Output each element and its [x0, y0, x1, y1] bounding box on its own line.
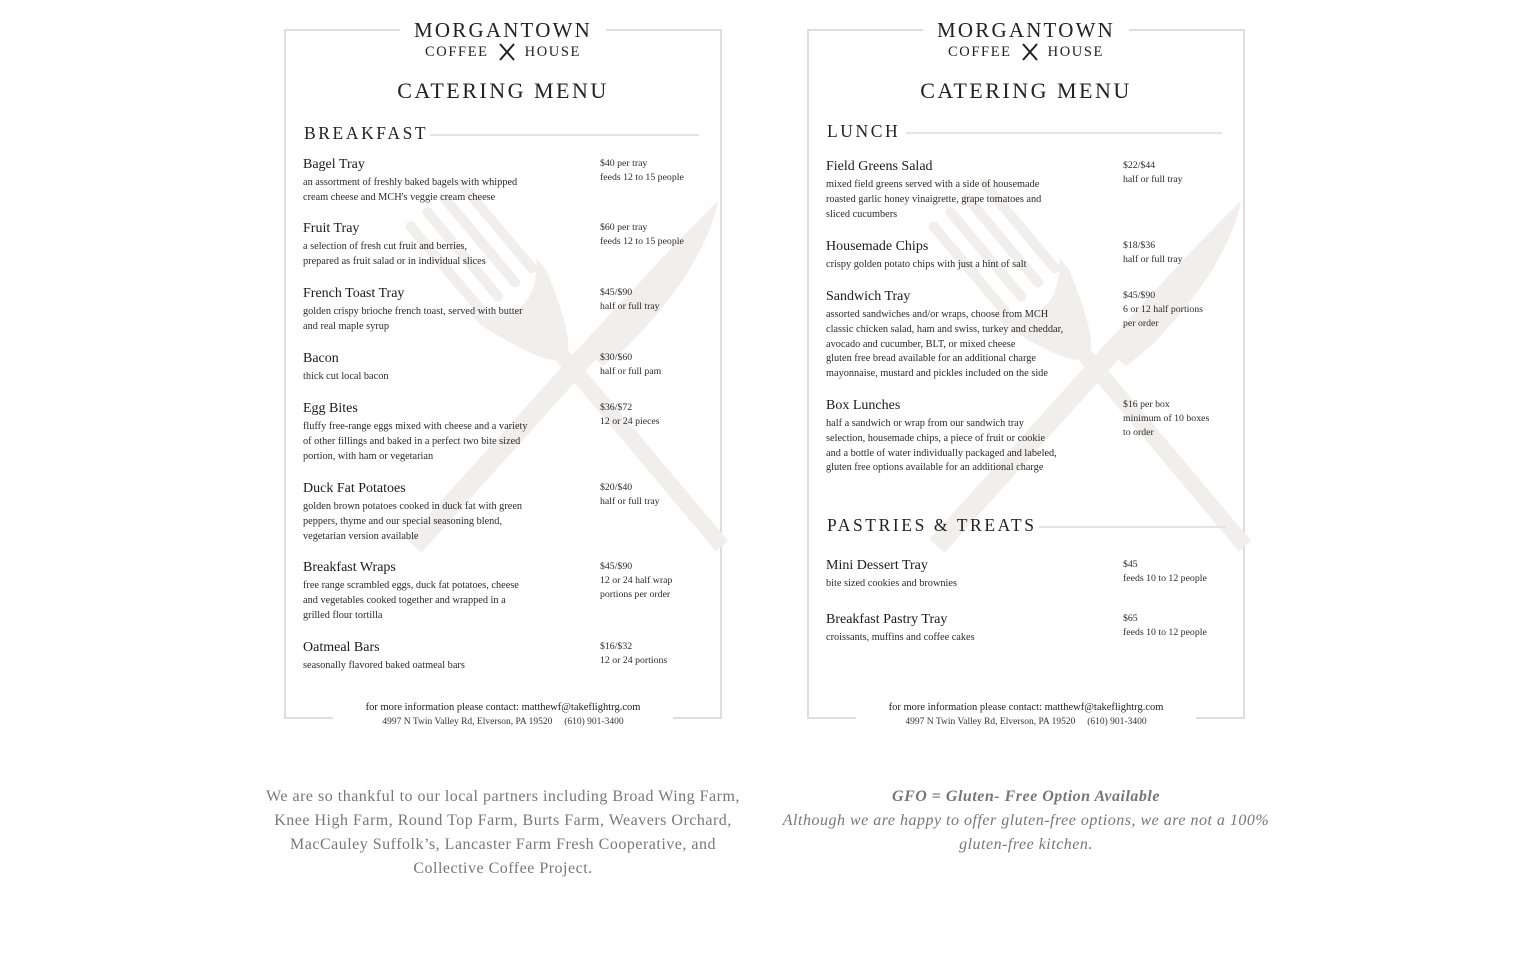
item-description: fluffy free-range eggs mixed with cheese and a variety of other fillings and baked in a perfect two bite sized portion, with ham or vegetarian [303, 421, 528, 462]
section-title-pastries: PASTRIES & TREATS [827, 515, 1037, 535]
menu-item [303, 400, 723, 464]
item-price: $22/$44 half or full tray [1123, 160, 1183, 185]
section-rule [906, 132, 1222, 134]
section-rule [1039, 526, 1226, 528]
menu-footer [333, 700, 673, 729]
brand-logo [400, 18, 606, 62]
brand-word-coffee: COFFEE [948, 44, 1012, 60]
item-price: $20/$40 half or full tray [600, 482, 660, 507]
gfo-heading: GFO = Gluten- Free Option Available [892, 788, 1160, 805]
brand-word-coffee: COFFEE [425, 44, 489, 60]
item-price: $18/$36 half or full tray [1123, 240, 1183, 265]
item-description: mixed field greens served with a side of housemade roasted garlic honey vinaigrette, grape tomatoes and sliced cucumbers [826, 179, 1042, 220]
menu-item [826, 158, 1246, 222]
item-price: $16/$32 12 or 24 portions [600, 641, 668, 666]
menu-item [826, 238, 1246, 273]
section-title-breakfast: BREAKFAST [304, 123, 429, 143]
brand-subtitle [400, 42, 606, 62]
item-price: $45/$90 half or full tray [600, 287, 660, 312]
brand-name: MORGANTOWN [937, 18, 1115, 42]
menu-item [826, 397, 1246, 476]
item-price: $16 per box minimum of 10 boxes to order [1123, 399, 1210, 438]
item-name: Fruit Tray [303, 221, 360, 236]
breakfast-menu-page [258, 0, 748, 745]
menu-item [826, 288, 1246, 382]
item-price: $45/$90 6 or 12 half portions per order [1123, 290, 1203, 329]
item-name: Bagel Tray [303, 157, 365, 172]
menu-item [303, 220, 723, 270]
menu-title: CATERING MENU [397, 78, 609, 103]
section-title-lunch: LUNCH [827, 121, 901, 141]
menu-item [303, 480, 723, 544]
brand-subtitle [923, 42, 1129, 62]
item-name: Breakfast Wraps [303, 560, 396, 575]
menu-title: CATERING MENU [920, 78, 1132, 103]
item-description: croissants, muffins and coffee cakes [826, 632, 975, 643]
lunch-menu-page [781, 0, 1271, 745]
item-price: $45/$90 12 or 24 half wrap portions per order [600, 561, 673, 600]
brand-word-house: HOUSE [1047, 44, 1104, 60]
item-name: Egg Bites [303, 401, 358, 416]
item-name: French Toast Tray [303, 286, 405, 301]
crossed-utensils-icon [497, 42, 517, 62]
brand-name: MORGANTOWN [414, 18, 592, 42]
footer-address: 4997 N Twin Valley Rd, Elverson, PA 19520 (610) 901-3400 [382, 717, 624, 727]
menu-item [303, 639, 723, 674]
item-price: $45 feeds 10 to 12 people [1123, 559, 1207, 584]
item-description: crispy golden potato chips with just a hint of salt [826, 259, 1027, 270]
item-price: $30/$60 half or full pam [600, 352, 662, 377]
menu-item [303, 285, 723, 335]
item-description: bite sized cookies and brownies [826, 578, 957, 589]
crossed-utensils-icon [1020, 42, 1040, 62]
item-description: thick cut local bacon [303, 371, 389, 382]
item-name: Bacon [303, 351, 339, 366]
item-name: Field Greens Salad [826, 159, 933, 174]
item-description: a selection of fresh cut fruit and berries, prepared as fruit salad or in individual slices [303, 241, 486, 267]
item-name: Oatmeal Bars [303, 640, 380, 655]
item-description: free range scrambled eggs, duck fat potatoes, cheese and vegetables cooked together and wrapped in a grilled flour tortilla [303, 580, 519, 621]
item-price: $40 per tray feeds 12 to 15 people [600, 158, 684, 183]
item-price: $60 per tray feeds 12 to 15 people [600, 222, 684, 247]
footer-contact: for more information please contact: matthewf@takeflightrg.com [365, 702, 641, 713]
item-description: an assortment of freshly baked bagels with whipped cream cheese and MCH's veggie cream cheese [303, 177, 518, 203]
item-description: assorted sandwiches and/or wraps, choose from MCH classic chicken salad, ham and swiss, turkey and cheddar, avocado and cucumber, BLT, or mixed cheese gluten free bread available for an additional charge mayonnaise, mustard and pickles included on the side [826, 309, 1064, 380]
footer-address: 4997 N Twin Valley Rd, Elverson, PA 19520 (610) 901-3400 [905, 717, 1147, 727]
footer-contact: for more information please contact: matthewf@takeflightrg.com [888, 702, 1164, 713]
item-price: $36/$72 12 or 24 pieces [600, 402, 660, 427]
brand-logo [923, 18, 1129, 62]
menu-item [826, 557, 1246, 592]
item-description: golden brown potatoes cooked in duck fat with green peppers, thyme and our special seasoning blend, vegetarian version available [303, 501, 523, 542]
item-name: Mini Dessert Tray [826, 558, 928, 573]
item-name: Duck Fat Potatoes [303, 481, 406, 496]
brand-word-house: HOUSE [524, 44, 581, 60]
item-name: Box Lunches [826, 398, 901, 413]
item-description: golden crispy brioche french toast, served with butter and real maple syrup [303, 306, 523, 332]
menu-item [826, 611, 1246, 646]
menu-item [303, 559, 723, 623]
local-partners-caption: We are so thankful to our local partners including Broad Wing Farm, Knee High Farm, Round Top Farm, Burts Farm, Weavers Orchard, MacCauley Suffolk’s, Lancaster Farm Fresh Cooperative, and Collective Coffee Project. [266, 788, 740, 877]
item-price: $65 feeds 10 to 12 people [1123, 613, 1207, 638]
gfo-body: Although we are happy to offer gluten-free options, we are not a 100% gluten-free kitchen. [782, 812, 1270, 853]
gluten-free-note [781, 785, 1271, 857]
item-description: seasonally flavored baked oatmeal bars [303, 660, 465, 671]
item-name: Sandwich Tray [826, 289, 911, 304]
menu-item [303, 156, 723, 206]
menu-footer [856, 700, 1196, 729]
item-description: half a sandwich or wrap from our sandwich tray selection, housemade chips, a piece of fruit or cookie and a bottle of water individually packaged and labeled, gluten free options available for an additional charge [826, 418, 1057, 474]
menu-item [303, 350, 723, 385]
section-rule [430, 134, 699, 136]
item-name: Housemade Chips [826, 239, 929, 254]
item-name: Breakfast Pastry Tray [826, 612, 948, 627]
